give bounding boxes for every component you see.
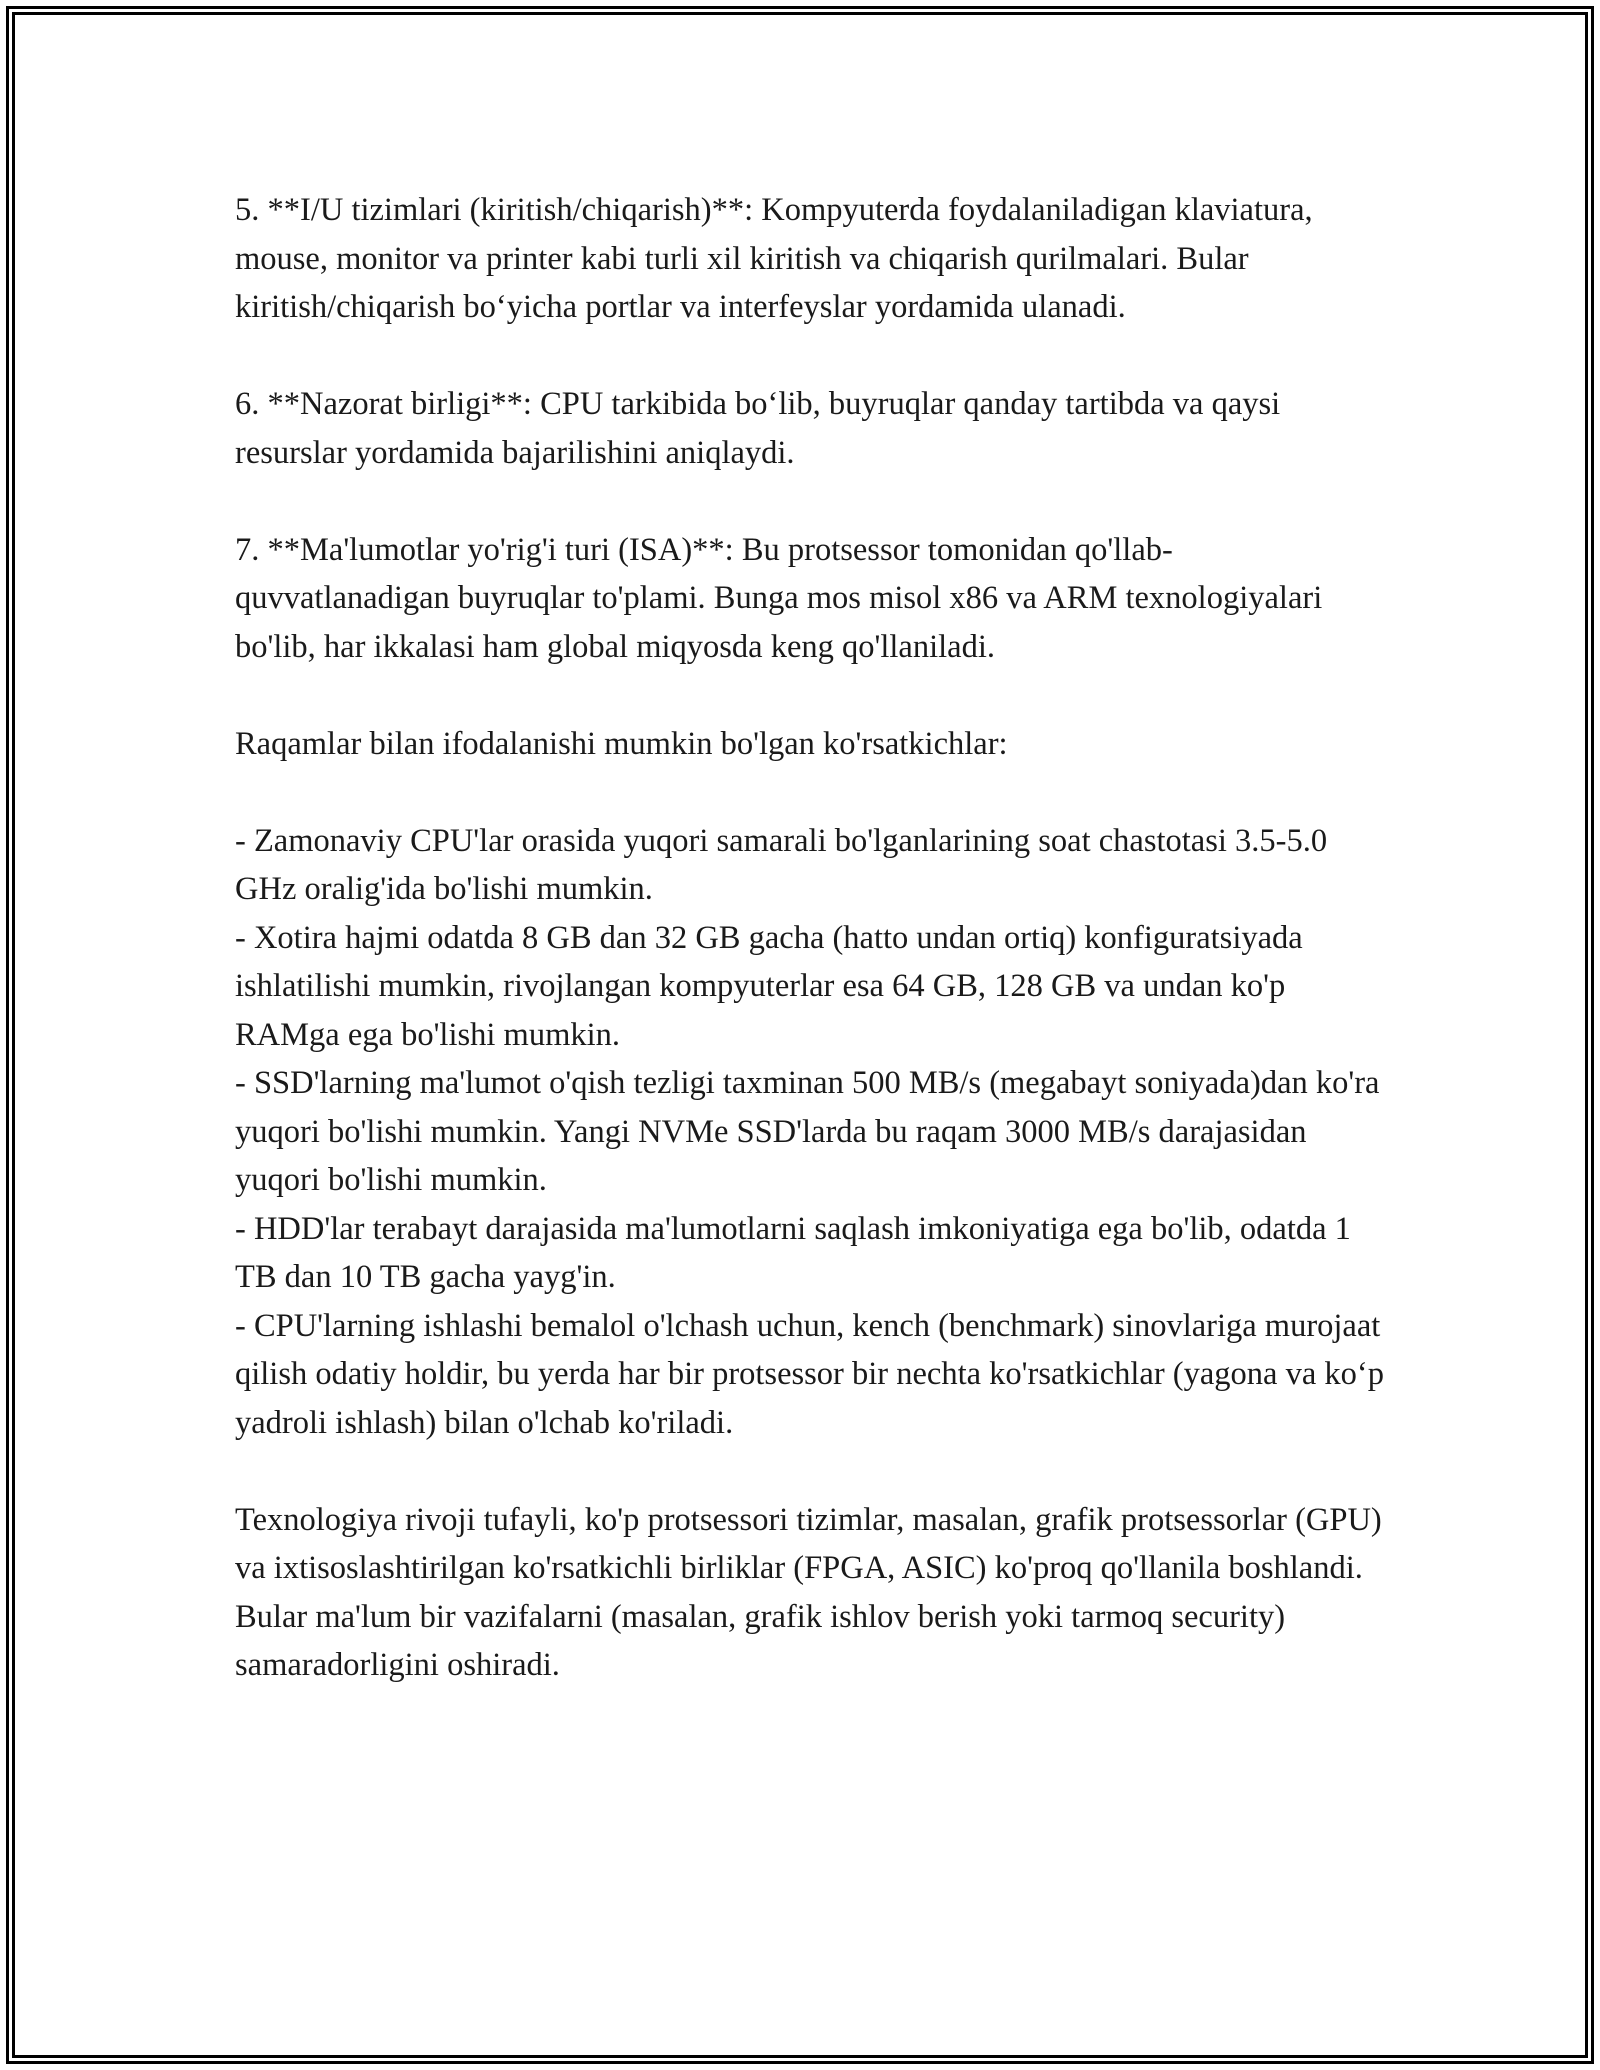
indicators-list <box>235 817 1385 1448</box>
list-item: - Xotira hajmi odatda 8 GB dan 32 GB gacha (hatto undan ortiq) konfiguratsiyada ishlatilishi mumkin, rivojlangan kompyuterlar esa 64 GB, 128 GB va undan ko'p RAMga ega bo'lishi mumkin. <box>235 919 1303 1053</box>
paragraph-conclusion: Texnologiya rivoji tufayli, ko'p protsessori tizimlar, masalan, grafik protsessorlar (GPU) va ixtisoslashtirilgan ko'rsatkichli birliklar (FPGA, ASIC) ko'proq qo'llanila boshlandi. Bular ma'lum bir vazifalarni (masalan, grafik ishlov berish yoki tarmoq security) samaradorligini oshiradi. <box>235 1501 1382 1683</box>
paragraph-isa: 7. **Ma'lumotlar yo'rig'i turi (ISA)**: Bu protsessor tomonidan qo'llab-quvvatlanadigan buyruqlar to'plami. Bunga mos misol x86 va ARM texnologiyalari bo'lib, har ikkalasi ham global miqyosda keng qo'llaniladi. <box>235 531 1323 665</box>
indicators-heading: Raqamlar bilan ifodalanishi mumkin bo'lgan ko'rsatkichlar: <box>235 725 1008 762</box>
paragraph-io-systems: 5. **I/U tizimlari (kiritish/chiqarish)**: Kompyuterda foydalaniladigan klaviatura, mouse, monitor va printer kabi turli xil kiritish va chiqarish qurilmalari. Bular kiritish/chiqarish bo‘yicha portlar va interfeyslar yordamida ulanadi. <box>235 192 1313 325</box>
document-body <box>235 186 1385 1738</box>
paragraph-control-unit: 6. **Nazorat birligi**: CPU tarkibida bo‘lib, buyruqlar qanday tartibda va qaysi resurslar yordamida bajarilishini aniqlaydi. <box>235 386 1281 471</box>
list-item: - SSD'larning ma'lumot o'qish tezligi taxminan 500 MB/s (megabayt soniyada)dan ko'ra yuqori bo'lishi mumkin. Yangi NVMe SSD'larda bu raqam 3000 MB/s darajasidan yuqori bo'lishi mumkin. <box>235 1065 1380 1198</box>
list-item: - Zamonaviy CPU'lar orasida yuqori samarali bo'lganlarining soat chastotasi 3.5-5.0 GHz oralig'ida bo'lishi mumkin. <box>235 822 1328 907</box>
list-item: - CPU'larning ishlashi bemalol o'lchash uchun, kench (benchmark) sinovlariga murojaat qilish odatiy holdir, bu yerda har bir protsessor bir nechta ko'rsatkichlar (yagona va ko‘p yadroli ishlash) bilan o'lchab ko'riladi. <box>235 1307 1384 1441</box>
list-item: - HDD'lar terabayt darajasida ma'lumotlarni saqlash imkoniyatiga ega bo'lib, odatda 1 TB dan 10 TB gacha yayg'in. <box>235 1210 1351 1295</box>
